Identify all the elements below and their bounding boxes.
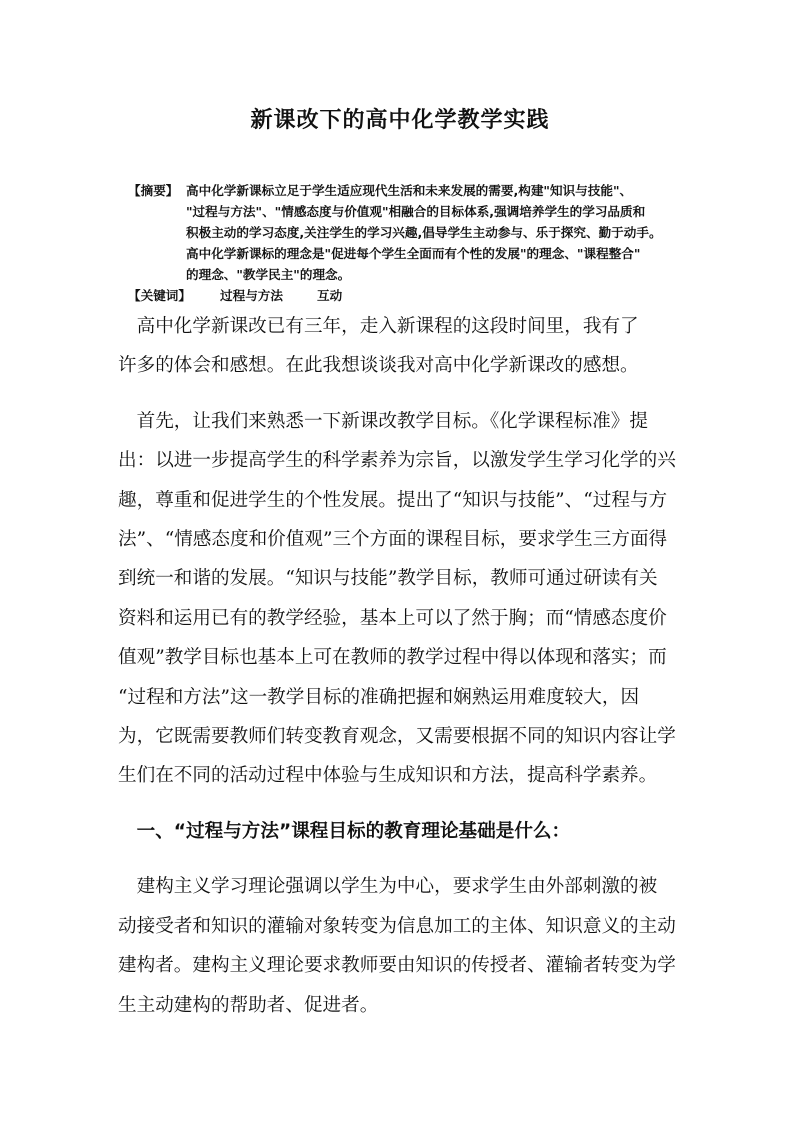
paragraph-spacer [118, 851, 688, 867]
document-body [118, 307, 688, 1025]
abstract-text [186, 180, 688, 285]
paragraph-line: 趣，尊重和促进学生的个性发展。提出了“知识与技能”、“过程与方 [118, 489, 668, 511]
abstract-line: 高中化学新课标立足于学生适应现代生活和未来发展的需要,构建"知识与技能"、 [186, 183, 633, 198]
abstract-line: 的理念、"教学民主"的理念。 [186, 267, 351, 282]
paragraph-constructivism [118, 867, 688, 1025]
paragraph-spacer [118, 796, 688, 812]
keywords-label: 【关键词】 [128, 288, 191, 303]
paragraph-line: 生主动建构的帮助者、促进者。 [118, 994, 379, 1016]
document-title: 新课改下的高中化学教学实践 [250, 108, 550, 133]
paragraph-intro [118, 307, 688, 386]
keywords-row [128, 285, 688, 306]
abstract-block [128, 180, 688, 306]
abstract-label: 【摘要】 [128, 183, 179, 198]
paragraph-line: 建构主义学习理论强调以学生为中心，要求学生由外部刺激的被 [118, 876, 658, 898]
section-heading: 一、“过程与方法”课程目标的教育理论基础是什么： [118, 820, 571, 842]
paragraph-line: 值观”教学目标也基本上可在教师的教学过程中得以体现和落实；而 [118, 647, 667, 669]
paragraph-line: 动接受者和知识的灌输对象转变为信息加工的主体、知识意义的主动 [118, 915, 676, 937]
paragraph-line: 为，它既需要教师们转变教育观念，又需要根据不同的知识内容让学 [118, 726, 676, 748]
paragraph-line: 许多的体会和感想。在此我想谈谈我对高中化学新课改的感想。 [118, 355, 639, 377]
paragraph-line: “过程和方法”这一教学目标的准确把握和娴熟运用难度较大，因 [118, 686, 640, 708]
abstract-row [128, 180, 688, 285]
paragraph-line: 到统一和谐的发展。“知识与技能”教学目标，教师可通过研读有关 [118, 568, 658, 590]
paragraph-line: 生们在不同的活动过程中体验与生成知识和方法，提高科学素养。 [118, 765, 658, 787]
paragraph-line: 法”、“情感态度和价值观”三个方面的课程目标，要求学生三方面得 [118, 529, 668, 551]
paragraph-line: 建构者。建构主义理论要求教师要由知识的传授者、灌输者转变为学 [118, 955, 676, 977]
paragraph-spacer [118, 386, 688, 402]
keyword-item: 互动 [316, 288, 343, 303]
paragraph-line: 高中化学新课改已有三年，走入新课程的这段时间里，我有了 [118, 316, 639, 337]
abstract-line: 高中化学新课标的理念是"促进每个学生全面而有个性的发展"的理念、"课程整合" [186, 246, 641, 261]
abstract-line: "过程与方法"、"情感态度与价值观"相融合的目标体系,强调培养学生的学习品质和 [186, 204, 646, 219]
keyword-item: 过程与方法 [220, 288, 283, 303]
paragraph-line: 出：以进一步提高学生的科学素养为宗旨，以激发学生学习化学的兴 [118, 450, 676, 472]
paragraph-line: 首先，让我们来熟悉一下新课改教学目标。《化学课程标准》提 [118, 410, 648, 432]
paragraph-goals [118, 402, 688, 796]
paragraph-line: 资料和运用已有的教学经验，基本上可以了然于胸；而“情感态度价 [118, 607, 667, 629]
abstract-line: 积极主动的学习态度,关注学生的学习兴趣,倡导学生主动参与、乐于探究、勤于动手。 [186, 225, 662, 240]
